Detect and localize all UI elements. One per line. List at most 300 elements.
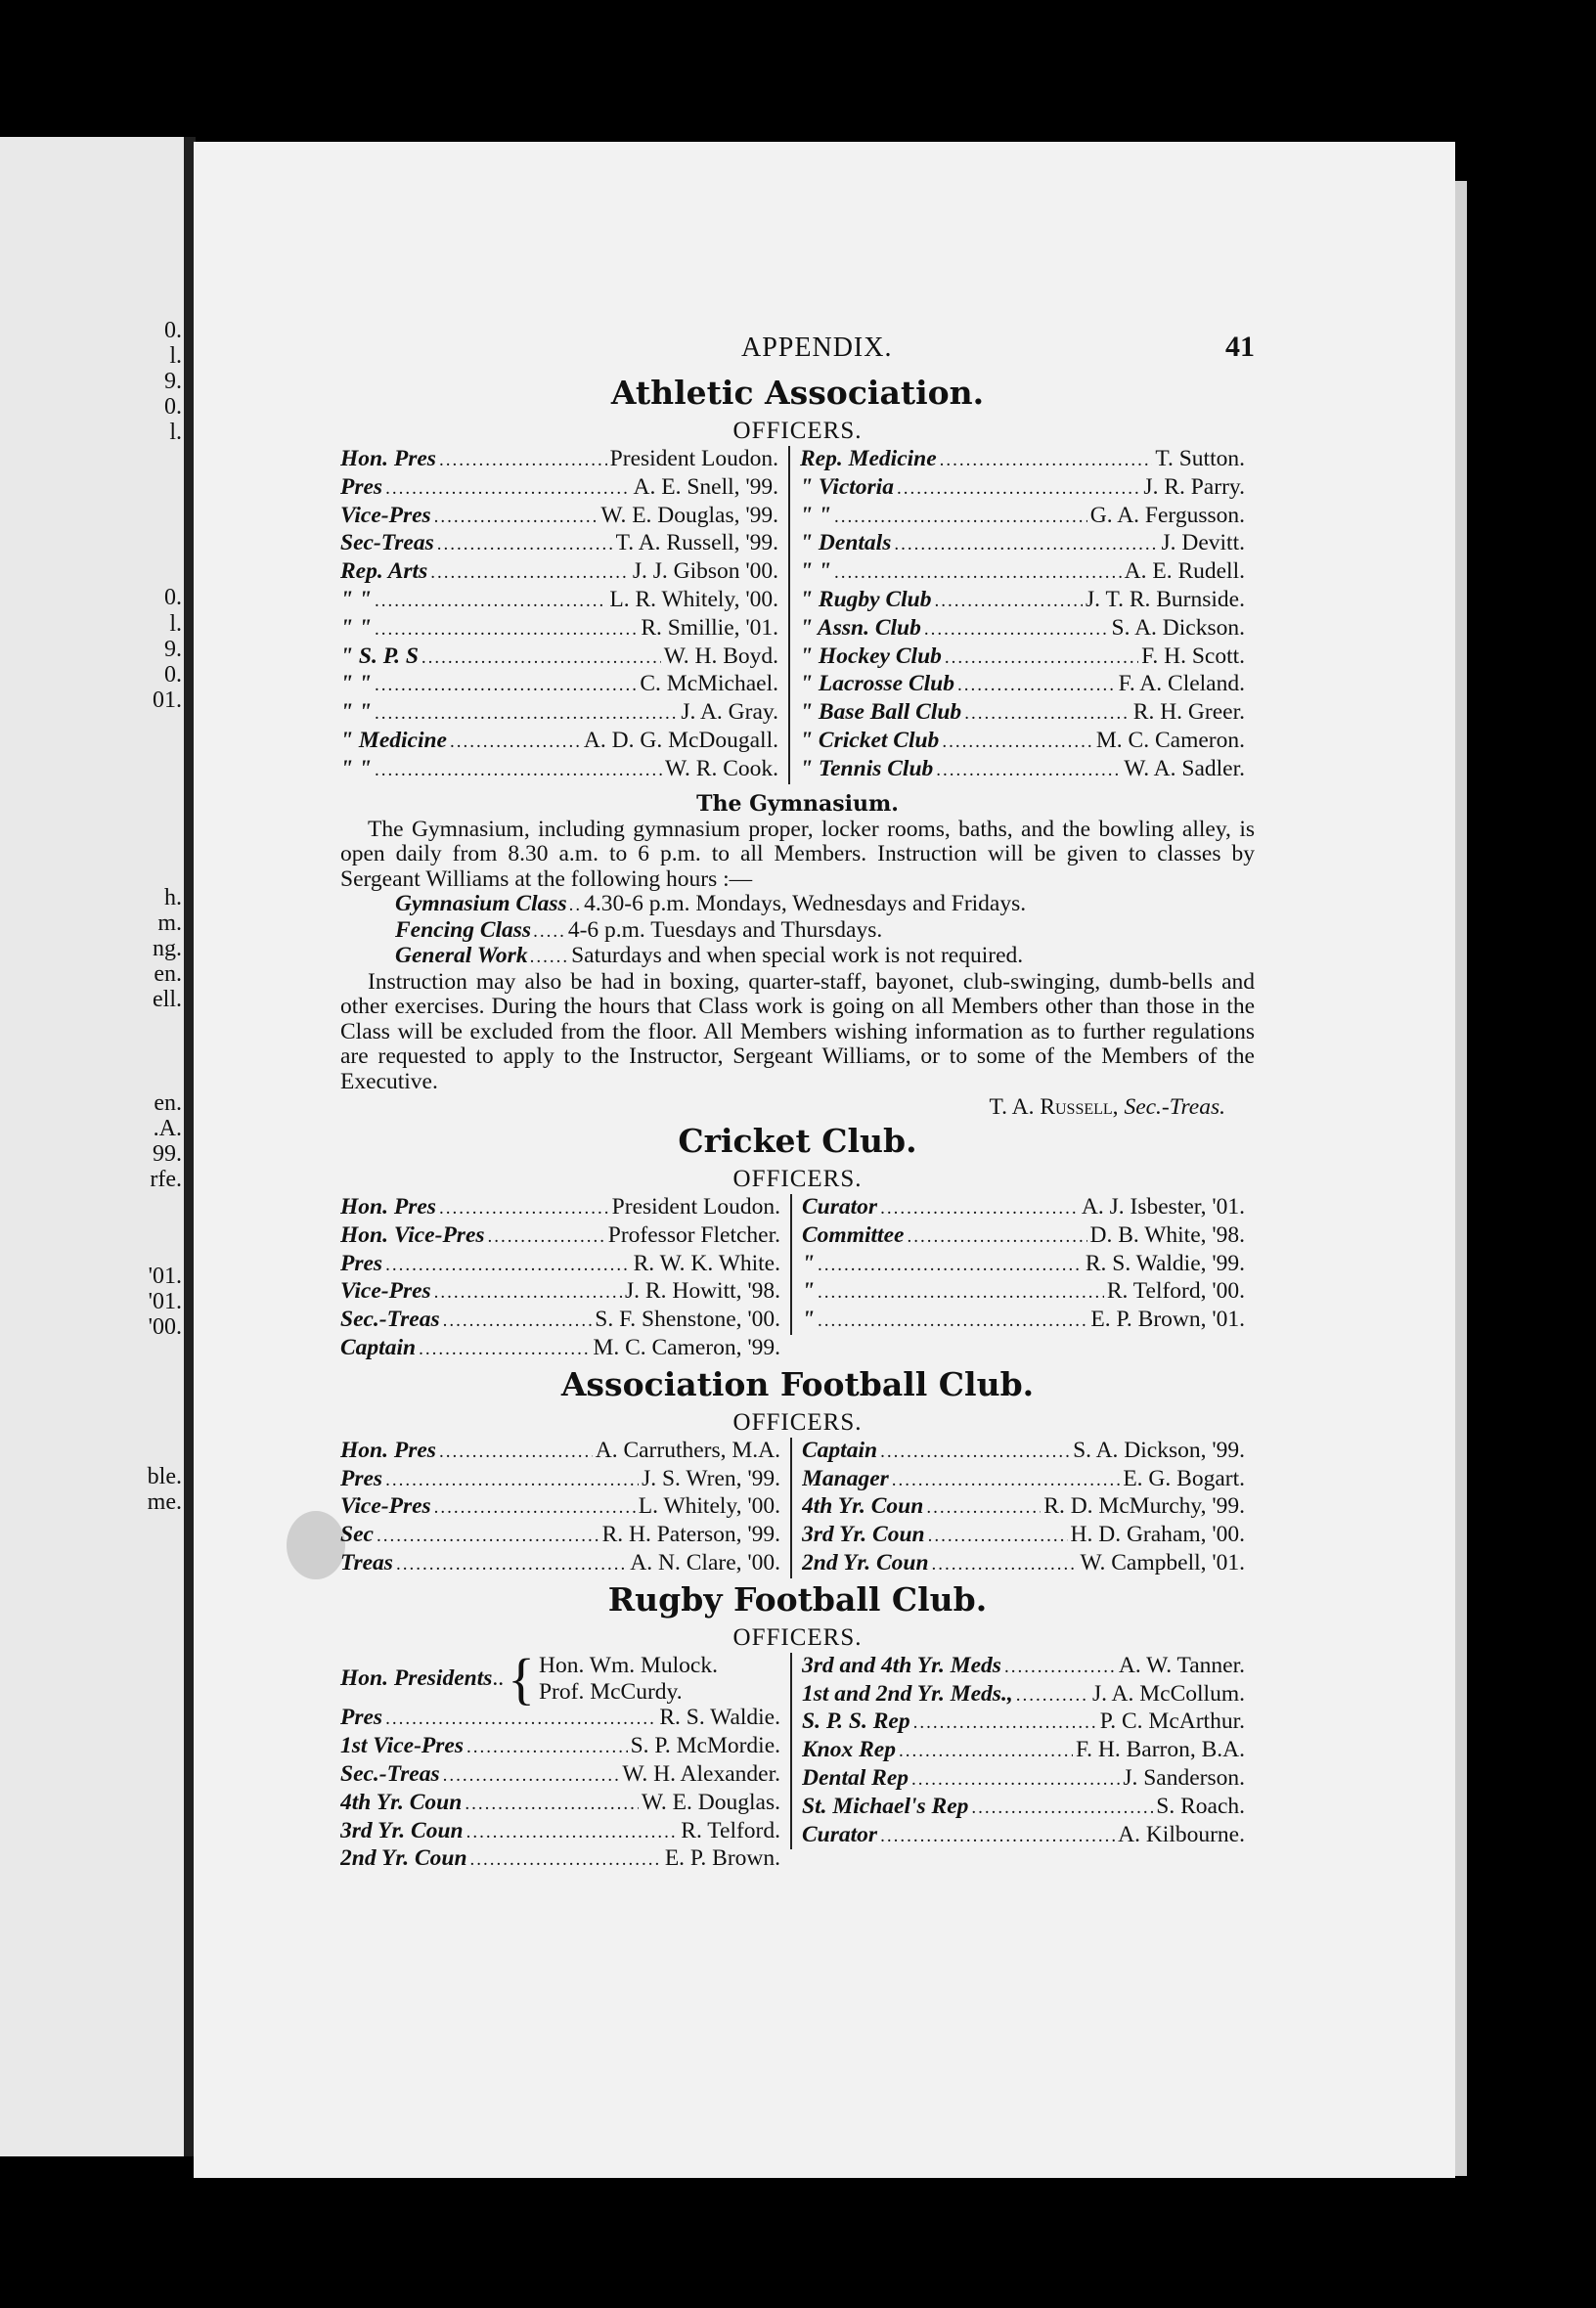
officer-row	[802, 1794, 1245, 1822]
officer-leader	[964, 701, 1130, 728]
officer-name: President Loudon.	[611, 1194, 780, 1221]
officer-name: S. P. McMordie.	[630, 1733, 780, 1759]
officers-left-column	[340, 1438, 790, 1578]
left-page-text-fragment: l.	[169, 420, 182, 445]
officer-name: T. A. Russell, '99.	[615, 530, 778, 556]
officer-name: 4.30-6 p.m. Mondays, Wednesdays and Fridays.	[584, 892, 1027, 917]
officer-role: 3rd Yr. Coun	[340, 1817, 464, 1843]
hon-presidents-names	[539, 1653, 718, 1706]
officer-name: R. H. Paterson, '99.	[601, 1522, 780, 1548]
officer-row	[340, 446, 778, 474]
officer-name: G. A. Fergusson.	[1089, 502, 1245, 528]
officers-label: OFFICERS.	[732, 1166, 863, 1193]
officer-role: Pres	[340, 473, 383, 500]
officer-role: St. Michael's Rep	[802, 1793, 969, 1819]
officer-row	[800, 671, 1245, 699]
left-page-text-fragment: m.	[157, 910, 182, 936]
officer-row	[802, 1765, 1245, 1794]
officers-left-column	[340, 446, 788, 784]
officer-role: 4th Yr. Coun	[340, 1789, 463, 1815]
officer-leader	[935, 589, 1084, 615]
officer-row	[802, 1709, 1245, 1737]
officer-leader	[385, 476, 630, 503]
officer-role: 3rd and 4th Yr. Meds	[802, 1652, 1001, 1678]
officer-name: P. C. McArthur.	[1099, 1709, 1245, 1735]
officer-role: Sec.-Treas	[340, 1307, 440, 1333]
officer-leader	[466, 1735, 628, 1761]
officer-name: A. Kilbourne.	[1118, 1821, 1245, 1847]
officer-role: " S. P. S	[340, 643, 419, 669]
officer-role: Curator	[802, 1821, 878, 1847]
officer-leader	[1004, 1655, 1116, 1681]
officer-role: " Victoria	[800, 473, 894, 500]
officer-role: 1st Vice-Pres	[340, 1733, 464, 1759]
officer-leader	[375, 701, 678, 728]
officer-row	[340, 1438, 780, 1466]
officer-role: " Tennis Club	[800, 755, 934, 781]
officer-name: J. A. Gray.	[681, 699, 778, 726]
left-page-text-fragment: rfe.	[150, 1167, 182, 1192]
officer-role: Captain	[802, 1437, 878, 1463]
page-content	[340, 333, 1255, 1874]
officer-role: " Medicine	[340, 727, 447, 753]
officer-leader	[434, 505, 598, 531]
officer-leader	[911, 1767, 1120, 1794]
left-page-text-fragment: 01.	[153, 688, 182, 713]
left-page-text-fragment: 0.	[164, 585, 182, 610]
officer-role: " Base Ball Club	[800, 699, 962, 726]
officer-role: 1st and 2nd Yr. Meds.,	[802, 1680, 1013, 1707]
officer-name: J. J. Gibson '00.	[632, 558, 778, 585]
officer-name: A. J. Isbester, '01.	[1081, 1194, 1245, 1221]
left-page-text-fragment: 9.	[164, 369, 182, 394]
officer-role: " "	[340, 699, 372, 726]
officer-row	[800, 756, 1245, 784]
officer-name: W. A. Sadler.	[1124, 755, 1245, 781]
officer-row	[340, 1550, 780, 1578]
officer-name: R. W. K. White.	[633, 1250, 780, 1276]
officer-role: S. P. S. Rep	[802, 1709, 910, 1735]
officer-name: T. Sutton.	[1155, 446, 1245, 471]
officer-leader	[907, 1224, 1086, 1251]
officer-role: " Cricket Club	[800, 727, 940, 753]
officer-row	[800, 728, 1245, 756]
officer-leader	[450, 730, 581, 756]
officer-role: "	[802, 1250, 816, 1276]
officer-name: R. S. Waldie, '99.	[1085, 1250, 1245, 1276]
officer-leader	[375, 589, 606, 615]
officer-leader	[897, 476, 1140, 503]
officer-role: 4th Yr. Coun	[802, 1493, 924, 1520]
officer-row	[802, 1653, 1245, 1681]
left-page-text-fragment: 99.	[153, 1141, 182, 1167]
officer-name: R. S. Waldie.	[659, 1705, 780, 1731]
officer-name: E. G. Bogart.	[1123, 1465, 1245, 1491]
officer-leader	[385, 1707, 656, 1733]
officer-leader	[375, 673, 637, 699]
officer-name: D. B. White, '98.	[1089, 1221, 1245, 1248]
officer-row	[340, 1307, 780, 1335]
left-page-text-fragment: h.	[164, 885, 182, 910]
officer-leader	[913, 1710, 1097, 1737]
officer-role: Vice-Pres	[340, 1493, 431, 1520]
officer-role: Pres	[340, 1465, 383, 1491]
officer-row	[340, 1251, 780, 1279]
officers-left-column	[340, 1194, 790, 1363]
running-head-title: APPENDIX.	[741, 333, 893, 363]
officer-row	[340, 1733, 780, 1761]
officer-role: Hon. Vice-Pres	[340, 1221, 485, 1248]
officers-label: OFFICERS.	[732, 1623, 863, 1651]
athletic-association-title: Athletic Association.	[610, 374, 985, 412]
officer-row	[340, 587, 778, 615]
officers-right-column	[790, 1438, 1245, 1578]
officer-name: M. C. Cameron, '99.	[593, 1335, 780, 1361]
officer-row	[802, 1550, 1245, 1578]
officer-leader	[439, 448, 607, 474]
officer-row	[800, 446, 1245, 474]
officer-row	[800, 615, 1245, 644]
officer-row	[340, 558, 778, 587]
officer-row	[340, 728, 778, 756]
officer-name: L. R. Whitely, '00.	[609, 586, 778, 612]
officers-left-list	[340, 1705, 780, 1874]
gymnasium-instructions: Instruction may also be had in boxing, quarter-staff, bayonet, club-swinging, dumb-bells and other exercises. During the hours that Class work is going on all Members other than those in the Class will be excluded from the floor. All Members wishing information as to further regulations are requested to apply to the Instructor, Sergeant Williams, or to some of the Members of the Executive.	[340, 968, 1255, 1094]
officer-row	[340, 1335, 780, 1363]
left-page-text-fragment: '01.	[148, 1289, 182, 1314]
left-page-text-fragment: l.	[169, 343, 182, 369]
officers-label: OFFICERS.	[732, 418, 863, 444]
officer-row	[340, 474, 778, 503]
left-page-text-fragment: en.	[154, 1090, 182, 1116]
officer-leader	[443, 1309, 593, 1335]
officer-role: " "	[340, 671, 372, 697]
officer-role: Hon. Pres	[340, 446, 436, 471]
officer-row	[340, 756, 778, 784]
officer-name: S. Roach.	[1156, 1793, 1245, 1819]
officer-leader	[818, 1253, 1083, 1279]
officer-row	[340, 1522, 780, 1550]
officer-role: " "	[340, 755, 372, 781]
signature	[340, 1094, 1255, 1120]
officer-role: Rep. Arts	[340, 558, 428, 585]
officer-role: " Assn. Club	[800, 614, 921, 641]
officer-row	[340, 1278, 780, 1307]
officer-leader	[434, 1495, 636, 1522]
officer-leader	[971, 1796, 1153, 1822]
officer-name: R. Smillie, '01.	[641, 614, 778, 641]
officer-row	[395, 918, 1255, 945]
officers-right-column	[788, 446, 1245, 784]
officer-role: Sec	[340, 1522, 374, 1548]
officer-leader	[434, 1280, 622, 1307]
class-schedule	[340, 892, 1255, 970]
officer-leader	[437, 532, 613, 558]
officer-leader: ......	[529, 947, 570, 968]
officer-row	[800, 644, 1245, 672]
officer-leader	[430, 560, 630, 587]
officer-role: Vice-Pres	[340, 502, 431, 528]
left-page-text-fragment: en.	[154, 961, 182, 987]
officer-name: M. C. Cameron.	[1095, 727, 1245, 753]
officers-label: OFFICERS.	[732, 1408, 863, 1436]
officer-row	[340, 1194, 780, 1222]
left-page-text-fragment: 0.	[164, 662, 182, 688]
officer-leader	[1016, 1683, 1089, 1709]
officer-role: Pres	[340, 1250, 383, 1276]
officer-role: Captain	[340, 1335, 417, 1361]
officer-name: A. E. Rudell.	[1124, 558, 1245, 585]
officer-leader	[488, 1224, 605, 1251]
officer-name: F. H. Barron, B.A.	[1075, 1737, 1245, 1763]
officer-name: A. D. G. McDougall.	[583, 727, 778, 753]
officer-role: "	[802, 1307, 816, 1333]
officers-columns	[340, 1438, 1255, 1578]
left-page-text-fragment: ell.	[153, 987, 182, 1012]
officer-row	[800, 587, 1245, 615]
signature-title: Sec.-Treas.	[1124, 1094, 1225, 1121]
left-page-text-fragment: .A.	[153, 1116, 182, 1141]
officer-name: R. Telford, '00.	[1106, 1278, 1245, 1305]
officer-row	[802, 1278, 1245, 1307]
officer-name: W. E. Douglas, '99.	[600, 502, 778, 528]
officers-columns	[340, 1646, 1255, 1874]
left-page-text-fragment: '00.	[148, 1314, 182, 1340]
officer-name: W. Campbell, '01.	[1080, 1550, 1245, 1576]
officer-leader	[470, 1847, 662, 1874]
cricket-club-section	[340, 1120, 1255, 1363]
officer-name: A. Carruthers, M.A.	[595, 1437, 780, 1463]
officer-row	[340, 699, 778, 728]
page-edge	[1455, 181, 1467, 2176]
officer-leader	[465, 1792, 639, 1818]
officer-name: Prof. McCurdy.	[538, 1678, 683, 1705]
officer-leader	[924, 617, 1109, 644]
officer-leader	[439, 1196, 609, 1222]
officer-name: C. McMichael.	[640, 671, 778, 697]
officer-name: J. A. McCollum.	[1091, 1680, 1245, 1707]
officer-leader	[834, 505, 1087, 531]
officer-name: A. E. Snell, '99.	[633, 473, 778, 500]
officer-role: 2nd Yr. Coun	[340, 1845, 467, 1872]
officer-row	[340, 615, 778, 644]
officer-name: R. D. McMurchy, '99.	[1043, 1493, 1245, 1520]
officer-name: W. E. Douglas.	[641, 1789, 780, 1815]
athletic-association-section	[340, 372, 1255, 784]
left-page-text-fragment: 9.	[164, 637, 182, 662]
page-number: 41	[1225, 331, 1255, 363]
gymnasium-title: The Gymnasium.	[696, 790, 899, 817]
page-stain	[287, 1511, 345, 1579]
officer-leader	[936, 758, 1121, 784]
officer-leader	[957, 673, 1116, 699]
officer-row	[340, 1705, 780, 1733]
rugby-football-section	[340, 1578, 1255, 1874]
officer-leader	[945, 645, 1138, 672]
officer-role: " Hockey Club	[800, 643, 942, 669]
book-page	[194, 142, 1455, 2178]
officer-role: Hon. Pres	[340, 1194, 436, 1221]
officer-leader	[375, 617, 638, 644]
left-page-text-fragment: l.	[169, 611, 182, 637]
officers-columns	[340, 1194, 1255, 1363]
officer-role: "	[802, 1278, 816, 1305]
officer-row	[340, 644, 778, 672]
officer-row	[802, 1737, 1245, 1765]
officer-leader	[439, 1440, 593, 1466]
officer-row	[800, 503, 1245, 531]
officer-name: E. P. Brown, '01.	[1090, 1307, 1245, 1333]
officer-role: " Rugby Club	[800, 586, 932, 612]
officers-columns	[340, 446, 1255, 784]
left-page-text-fragment: 0.	[164, 394, 182, 420]
officer-role: Dental Rep	[802, 1765, 909, 1792]
left-page-text-fragment: 0.	[164, 318, 182, 343]
officer-leader	[396, 1552, 627, 1578]
officer-role: Hon. Presidents	[340, 1665, 493, 1692]
officer-name: J. R. Parry.	[1143, 473, 1245, 500]
officer-leader	[942, 730, 1093, 756]
officer-role: Hon. Pres	[340, 1437, 436, 1463]
cricket-club-title: Cricket Club.	[678, 1122, 917, 1161]
officer-role: " "	[800, 558, 831, 585]
officer-row	[340, 1845, 780, 1874]
officer-row	[800, 474, 1245, 503]
officer-name: A. N. Clare, '00.	[630, 1550, 780, 1576]
officer-name: S. A. Dickson, '99.	[1073, 1437, 1245, 1463]
hon-presidents-row	[340, 1646, 780, 1710]
officers-right-column	[790, 1194, 1245, 1335]
officer-role: Manager	[802, 1465, 889, 1491]
officer-name: Professor Fletcher.	[607, 1221, 780, 1248]
officer-name: Hon. Wm. Mulock.	[538, 1652, 718, 1678]
officer-row	[802, 1194, 1245, 1222]
officer-name: S. F. Shenstone, '00.	[595, 1307, 780, 1333]
officer-name: 4-6 p.m. Tuesdays and Thursdays.	[567, 917, 883, 943]
officer-row	[395, 944, 1255, 970]
officer-leader	[385, 1468, 639, 1494]
left-page-fragment	[0, 137, 184, 2156]
officer-row	[340, 530, 778, 558]
officer-row	[802, 1466, 1245, 1494]
officer-leader	[894, 532, 1158, 558]
officer-row	[340, 1790, 780, 1818]
officer-role: " "	[800, 502, 831, 528]
officer-name: L. Whitely, '00.	[638, 1493, 780, 1520]
officer-leader	[928, 1524, 1068, 1550]
officer-name: J. T. R. Burnside.	[1086, 586, 1245, 612]
officer-leader	[385, 1253, 631, 1279]
officer-row	[802, 1681, 1245, 1709]
officer-name: R. Telford.	[681, 1817, 780, 1843]
officer-leader	[443, 1763, 620, 1790]
gymnasium-section	[340, 790, 1255, 1121]
officer-name: F. A. Cleland.	[1118, 671, 1245, 697]
officer-leader	[940, 448, 1153, 474]
officer-role: Sec.-Treas	[340, 1761, 440, 1788]
officer-leader	[880, 1824, 1115, 1850]
officer-role: Knox Rep	[802, 1737, 896, 1763]
officer-row	[340, 1818, 780, 1846]
officer-row	[800, 558, 1245, 587]
officer-leader	[466, 1820, 679, 1846]
officer-role: Treas	[340, 1550, 393, 1576]
officer-name: R. H. Greer.	[1132, 699, 1245, 726]
officer-name: J. R. Howitt, '98.	[625, 1278, 780, 1305]
officer-name: J. Devitt.	[1161, 530, 1245, 556]
officer-role: 3rd Yr. Coun	[802, 1522, 925, 1548]
officer-row	[340, 671, 778, 699]
officer-row	[802, 1251, 1245, 1279]
officer-row	[340, 1222, 780, 1251]
officer-name: W. R. Cook.	[665, 755, 778, 781]
officer-leader: .....	[533, 920, 566, 942]
officer-leader	[377, 1524, 599, 1550]
officer-role: Curator	[802, 1194, 878, 1221]
officer-row	[340, 1466, 780, 1494]
officer-leader: ..	[568, 895, 583, 916]
officer-leader	[421, 645, 661, 672]
officer-row	[802, 1307, 1245, 1335]
left-page-text-fragment: ng.	[153, 936, 182, 961]
officer-name: E. P. Brown.	[664, 1845, 780, 1872]
association-football-section	[340, 1363, 1255, 1578]
brace-symbol: {	[508, 1646, 535, 1710]
officer-leader	[899, 1739, 1073, 1765]
officer-name: W. H. Boyd.	[663, 643, 778, 669]
officer-role: " Lacrosse Club	[800, 671, 954, 697]
officer-role: " "	[340, 614, 372, 641]
officers-right-column	[790, 1653, 1245, 1850]
left-page-text-fragment: me.	[147, 1489, 182, 1515]
officer-leader	[880, 1196, 1079, 1222]
officer-name: Saturdays and when special work is not required.	[571, 944, 1024, 969]
officers-left-column	[340, 1646, 790, 1874]
officer-role: " "	[340, 586, 372, 612]
officer-name: J. S. Wren, '99.	[642, 1465, 780, 1491]
officer-row	[800, 530, 1245, 558]
officer-leader	[818, 1280, 1104, 1307]
officer-name: President Loudon.	[609, 446, 778, 471]
association-football-title: Association Football Club.	[560, 1364, 1035, 1403]
officer-role: Rep. Medicine	[800, 446, 937, 471]
officer-leader	[419, 1337, 590, 1363]
officer-leader	[932, 1552, 1078, 1578]
officer-row	[802, 1438, 1245, 1466]
officer-row	[802, 1822, 1245, 1850]
signature-name: T. A. Russell,	[989, 1094, 1119, 1121]
officer-leader: ..	[492, 1665, 505, 1692]
officer-name: A. W. Tanner.	[1118, 1652, 1245, 1678]
officer-role: 2nd Yr. Coun	[802, 1550, 929, 1576]
officer-role: Sec-Treas	[340, 530, 434, 556]
officer-leader	[926, 1495, 1041, 1522]
running-head	[340, 333, 1255, 372]
officer-row	[802, 1522, 1245, 1550]
officer-role: Gymnasium Class	[395, 892, 567, 917]
officer-row	[340, 1761, 780, 1790]
officer-name: W. H. Alexander.	[622, 1761, 780, 1788]
officer-row	[395, 892, 1255, 918]
officer-name: S. A. Dickson.	[1111, 614, 1245, 641]
left-page-text-fragment: '01.	[148, 1264, 182, 1289]
officer-role: Vice-Pres	[340, 1278, 431, 1305]
officer-name: H. D. Graham, '00.	[1070, 1522, 1245, 1548]
officer-role: General Work	[395, 944, 528, 969]
officer-row	[802, 1222, 1245, 1251]
officer-name: F. H. Scott.	[1141, 643, 1245, 669]
rugby-football-title: Rugby Football Club.	[607, 1579, 988, 1619]
